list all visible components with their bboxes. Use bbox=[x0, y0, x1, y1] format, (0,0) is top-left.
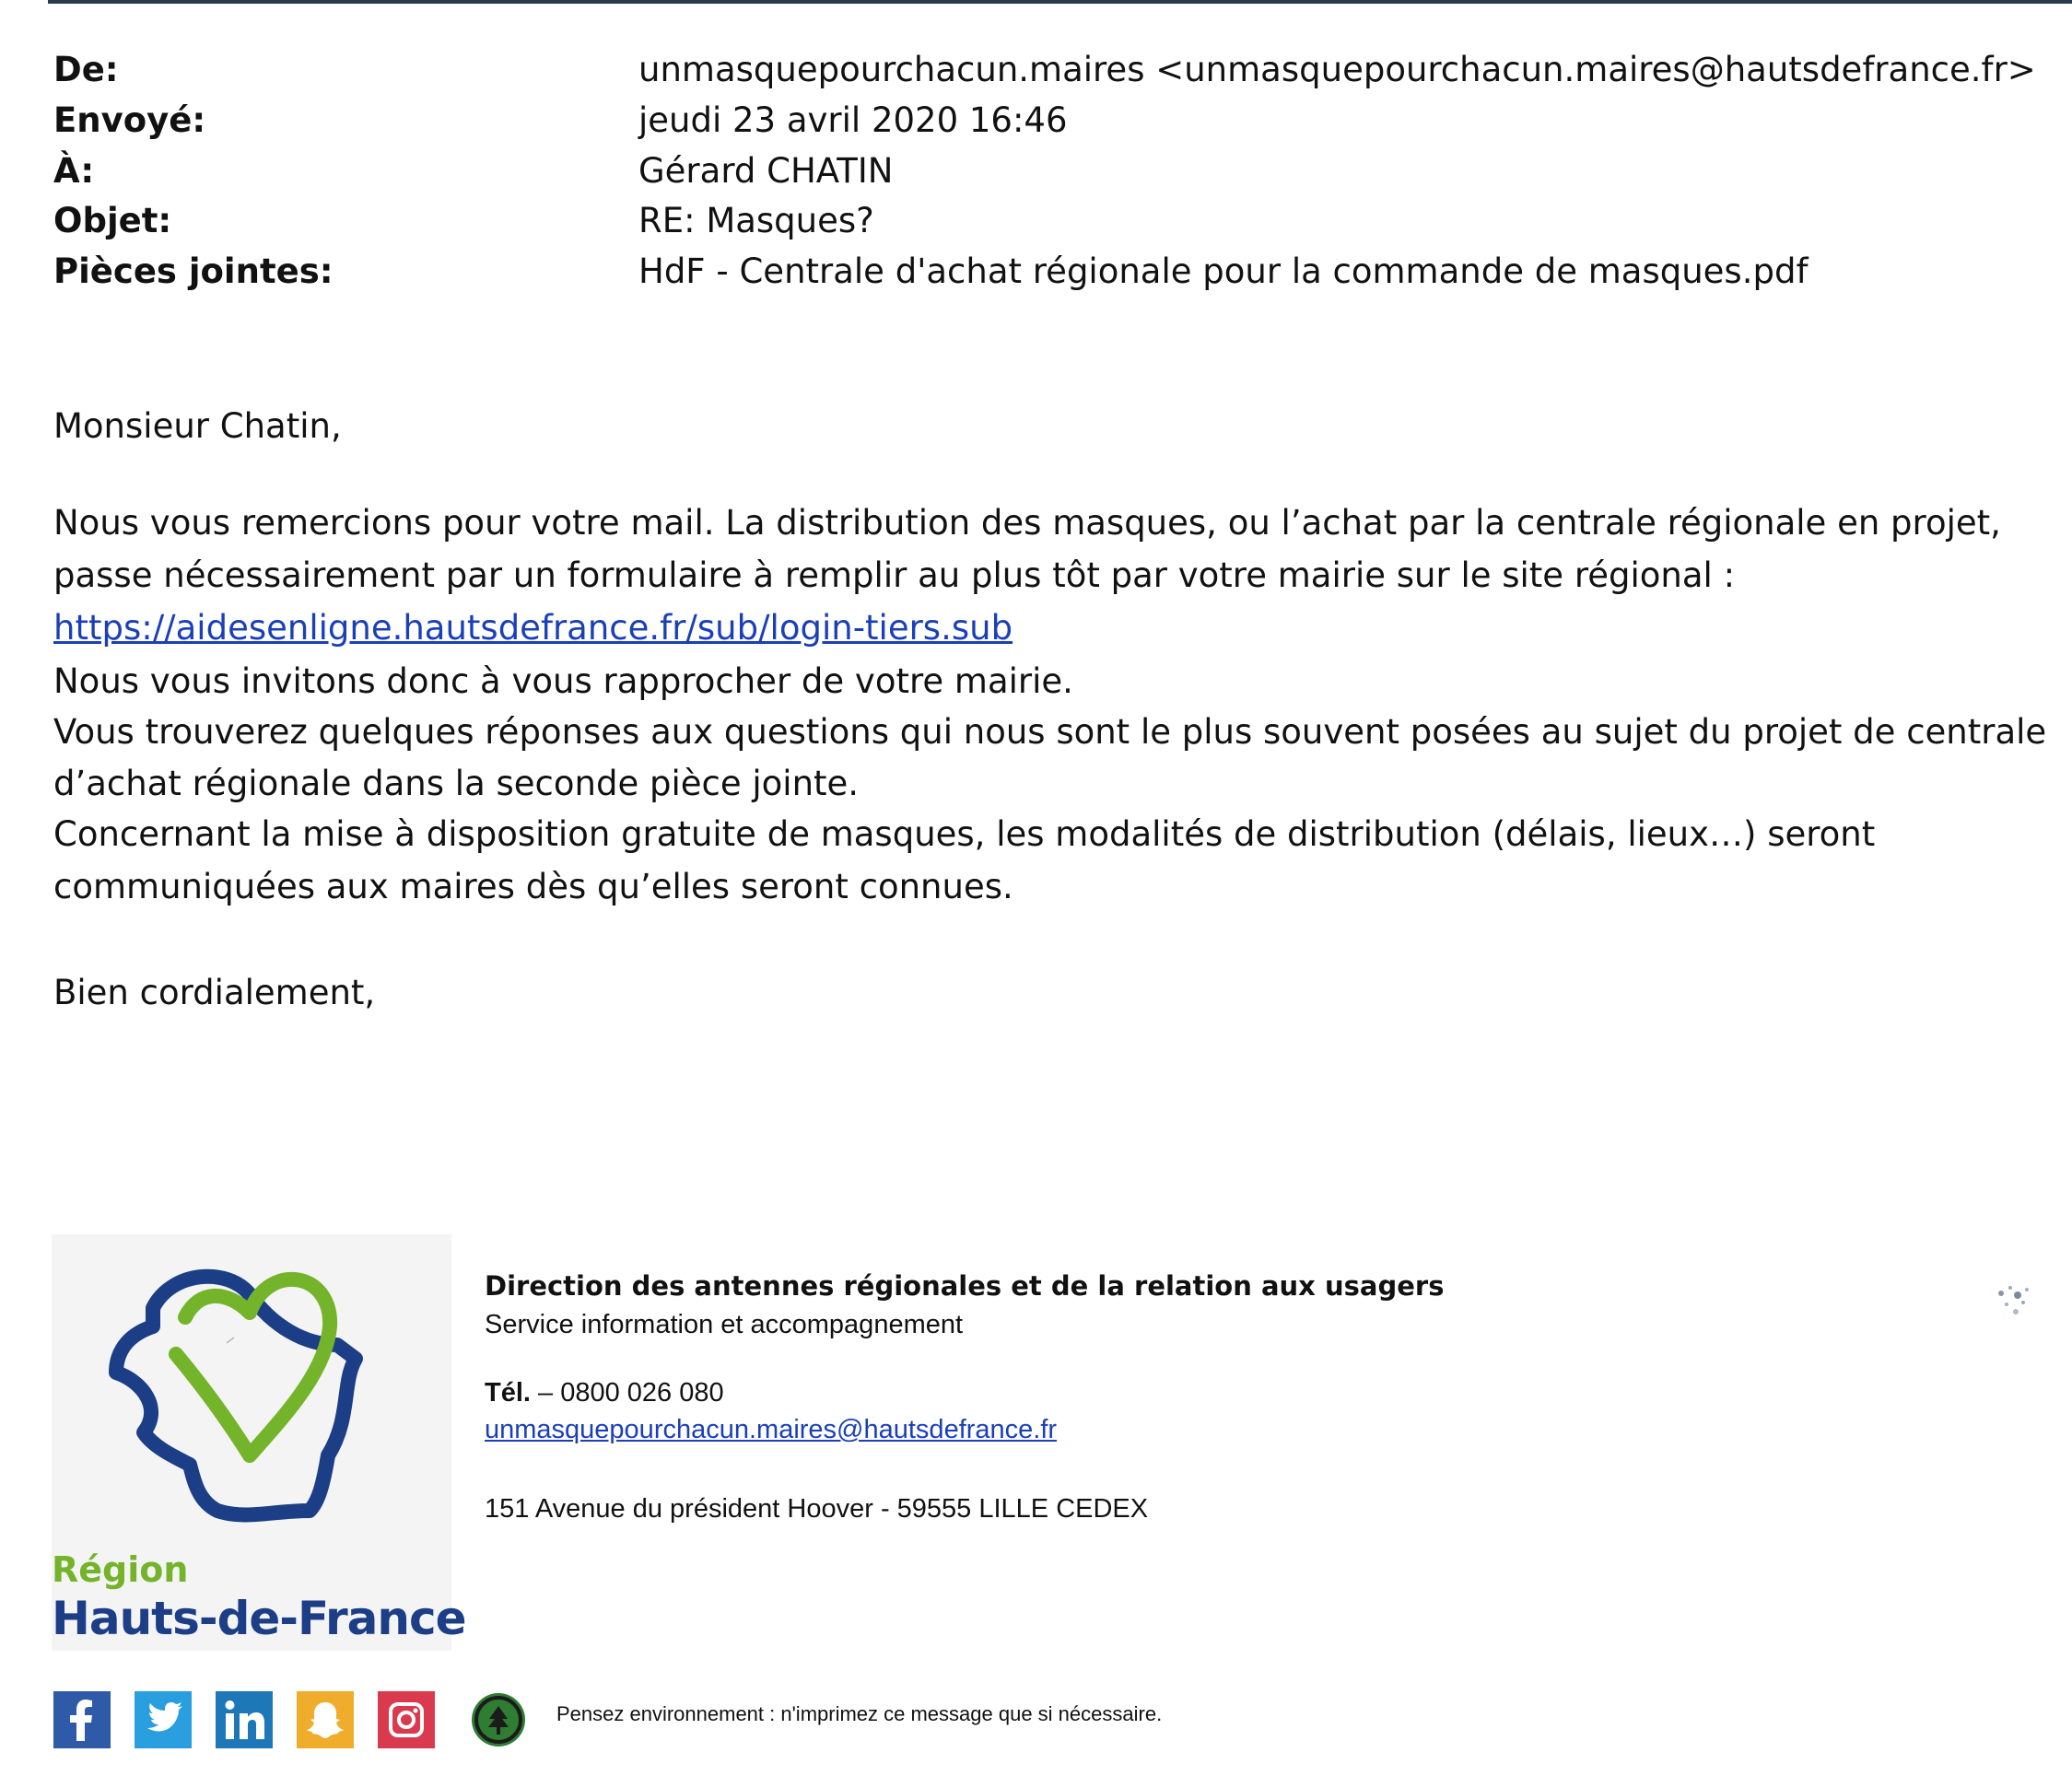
body-paragraph-3-line-2: d’achat régionale dans la seconde pièce jointe. bbox=[53, 764, 860, 803]
phone-label: Tél. bbox=[485, 1378, 531, 1408]
header-sent-row bbox=[53, 95, 2034, 146]
signature-service: Service information et accompagnement bbox=[485, 1310, 964, 1339]
signature-department: Direction des antennes régionales et de la relation aux usagers bbox=[485, 1270, 1445, 1302]
header-sent-label: Envoyé: bbox=[53, 100, 206, 140]
logo-name-text: Hauts-de-France bbox=[52, 1592, 466, 1645]
scan-smudge bbox=[1983, 1275, 2047, 1339]
header-sent-value: jeudi 23 avril 2020 16:46 bbox=[638, 100, 1068, 140]
body-paragraph-4-line-1: Concernant la mise à disposition gratuite de masques, les modalités de distribution (délais, lieux…) seront bbox=[53, 814, 1876, 854]
eco-tree-icon bbox=[470, 1691, 527, 1748]
header-attachments-row bbox=[53, 246, 2034, 297]
header-subject-row bbox=[53, 195, 2034, 246]
instagram-icon[interactable] bbox=[378, 1691, 435, 1748]
phone-value: – 0800 026 080 bbox=[530, 1378, 724, 1408]
header-from-value: unmasquepourchacun.maires <unmasquepourchacun.maires@hautsdefrance.fr> bbox=[638, 50, 2036, 89]
linkedin-icon[interactable] bbox=[216, 1691, 273, 1748]
signature-email-link[interactable]: unmasquepourchacun.maires@hautsdefrance.fr bbox=[485, 1415, 1058, 1444]
greeting: Monsieur Chatin, bbox=[53, 406, 342, 446]
eco-note: Pensez environnement : n'imprimez ce message que si nécessaire. bbox=[556, 1702, 1163, 1725]
facebook-icon[interactable] bbox=[53, 1691, 111, 1748]
top-rule bbox=[48, 0, 2072, 4]
header-to-row bbox=[53, 146, 2034, 196]
region-heart-map-icon bbox=[88, 1234, 420, 1548]
body-paragraph-1-line-1: Nous vous remercions pour votre mail. La distribution des masques, ou l’achat par la centrale régionale en projet, bbox=[53, 503, 2001, 543]
header-to-label: À: bbox=[53, 151, 95, 191]
signature-address: 151 Avenue du président Hoover - 59555 LILLE CEDEX bbox=[485, 1494, 1149, 1524]
region-logo bbox=[52, 1234, 466, 1651]
snapchat-icon[interactable] bbox=[297, 1691, 354, 1748]
header-to-value: Gérard CHATIN bbox=[638, 151, 894, 191]
header-attachments-label: Pièces jointes: bbox=[53, 251, 334, 291]
body-paragraph-1-line-2: passe nécessairement par un formulaire à remplir au plus tôt par votre mairie sur le site régional : bbox=[53, 555, 1736, 595]
body-paragraph-3-line-1: Vous trouverez quelques réponses aux questions qui nous sont le plus souvent posées au sujet du projet de centrale bbox=[53, 712, 2047, 752]
body-paragraph-4-line-2: communiquées aux maires dès qu’elles seront connues. bbox=[53, 867, 1013, 906]
signature-phone bbox=[485, 1374, 724, 1411]
closing: Bien cordialement, bbox=[53, 973, 376, 1012]
twitter-icon[interactable] bbox=[135, 1691, 192, 1748]
header-from-label: De: bbox=[53, 50, 119, 89]
attachment-filename[interactable]: HdF - Centrale d'achat régionale pour la commande de masques.pdf bbox=[638, 251, 1809, 291]
logo-region-text: Région bbox=[52, 1549, 189, 1590]
header-subject-value: RE: Masques? bbox=[638, 201, 874, 240]
header-from-row bbox=[53, 44, 2034, 95]
regional-site-link[interactable]: https://aidesenligne.hautsdefrance.fr/sub/login-tiers.sub bbox=[53, 608, 1013, 648]
body-paragraph-2: Nous vous invitons donc à vous rapprocher de votre mairie. bbox=[53, 661, 1073, 701]
header-subject-label: Objet: bbox=[53, 201, 172, 240]
